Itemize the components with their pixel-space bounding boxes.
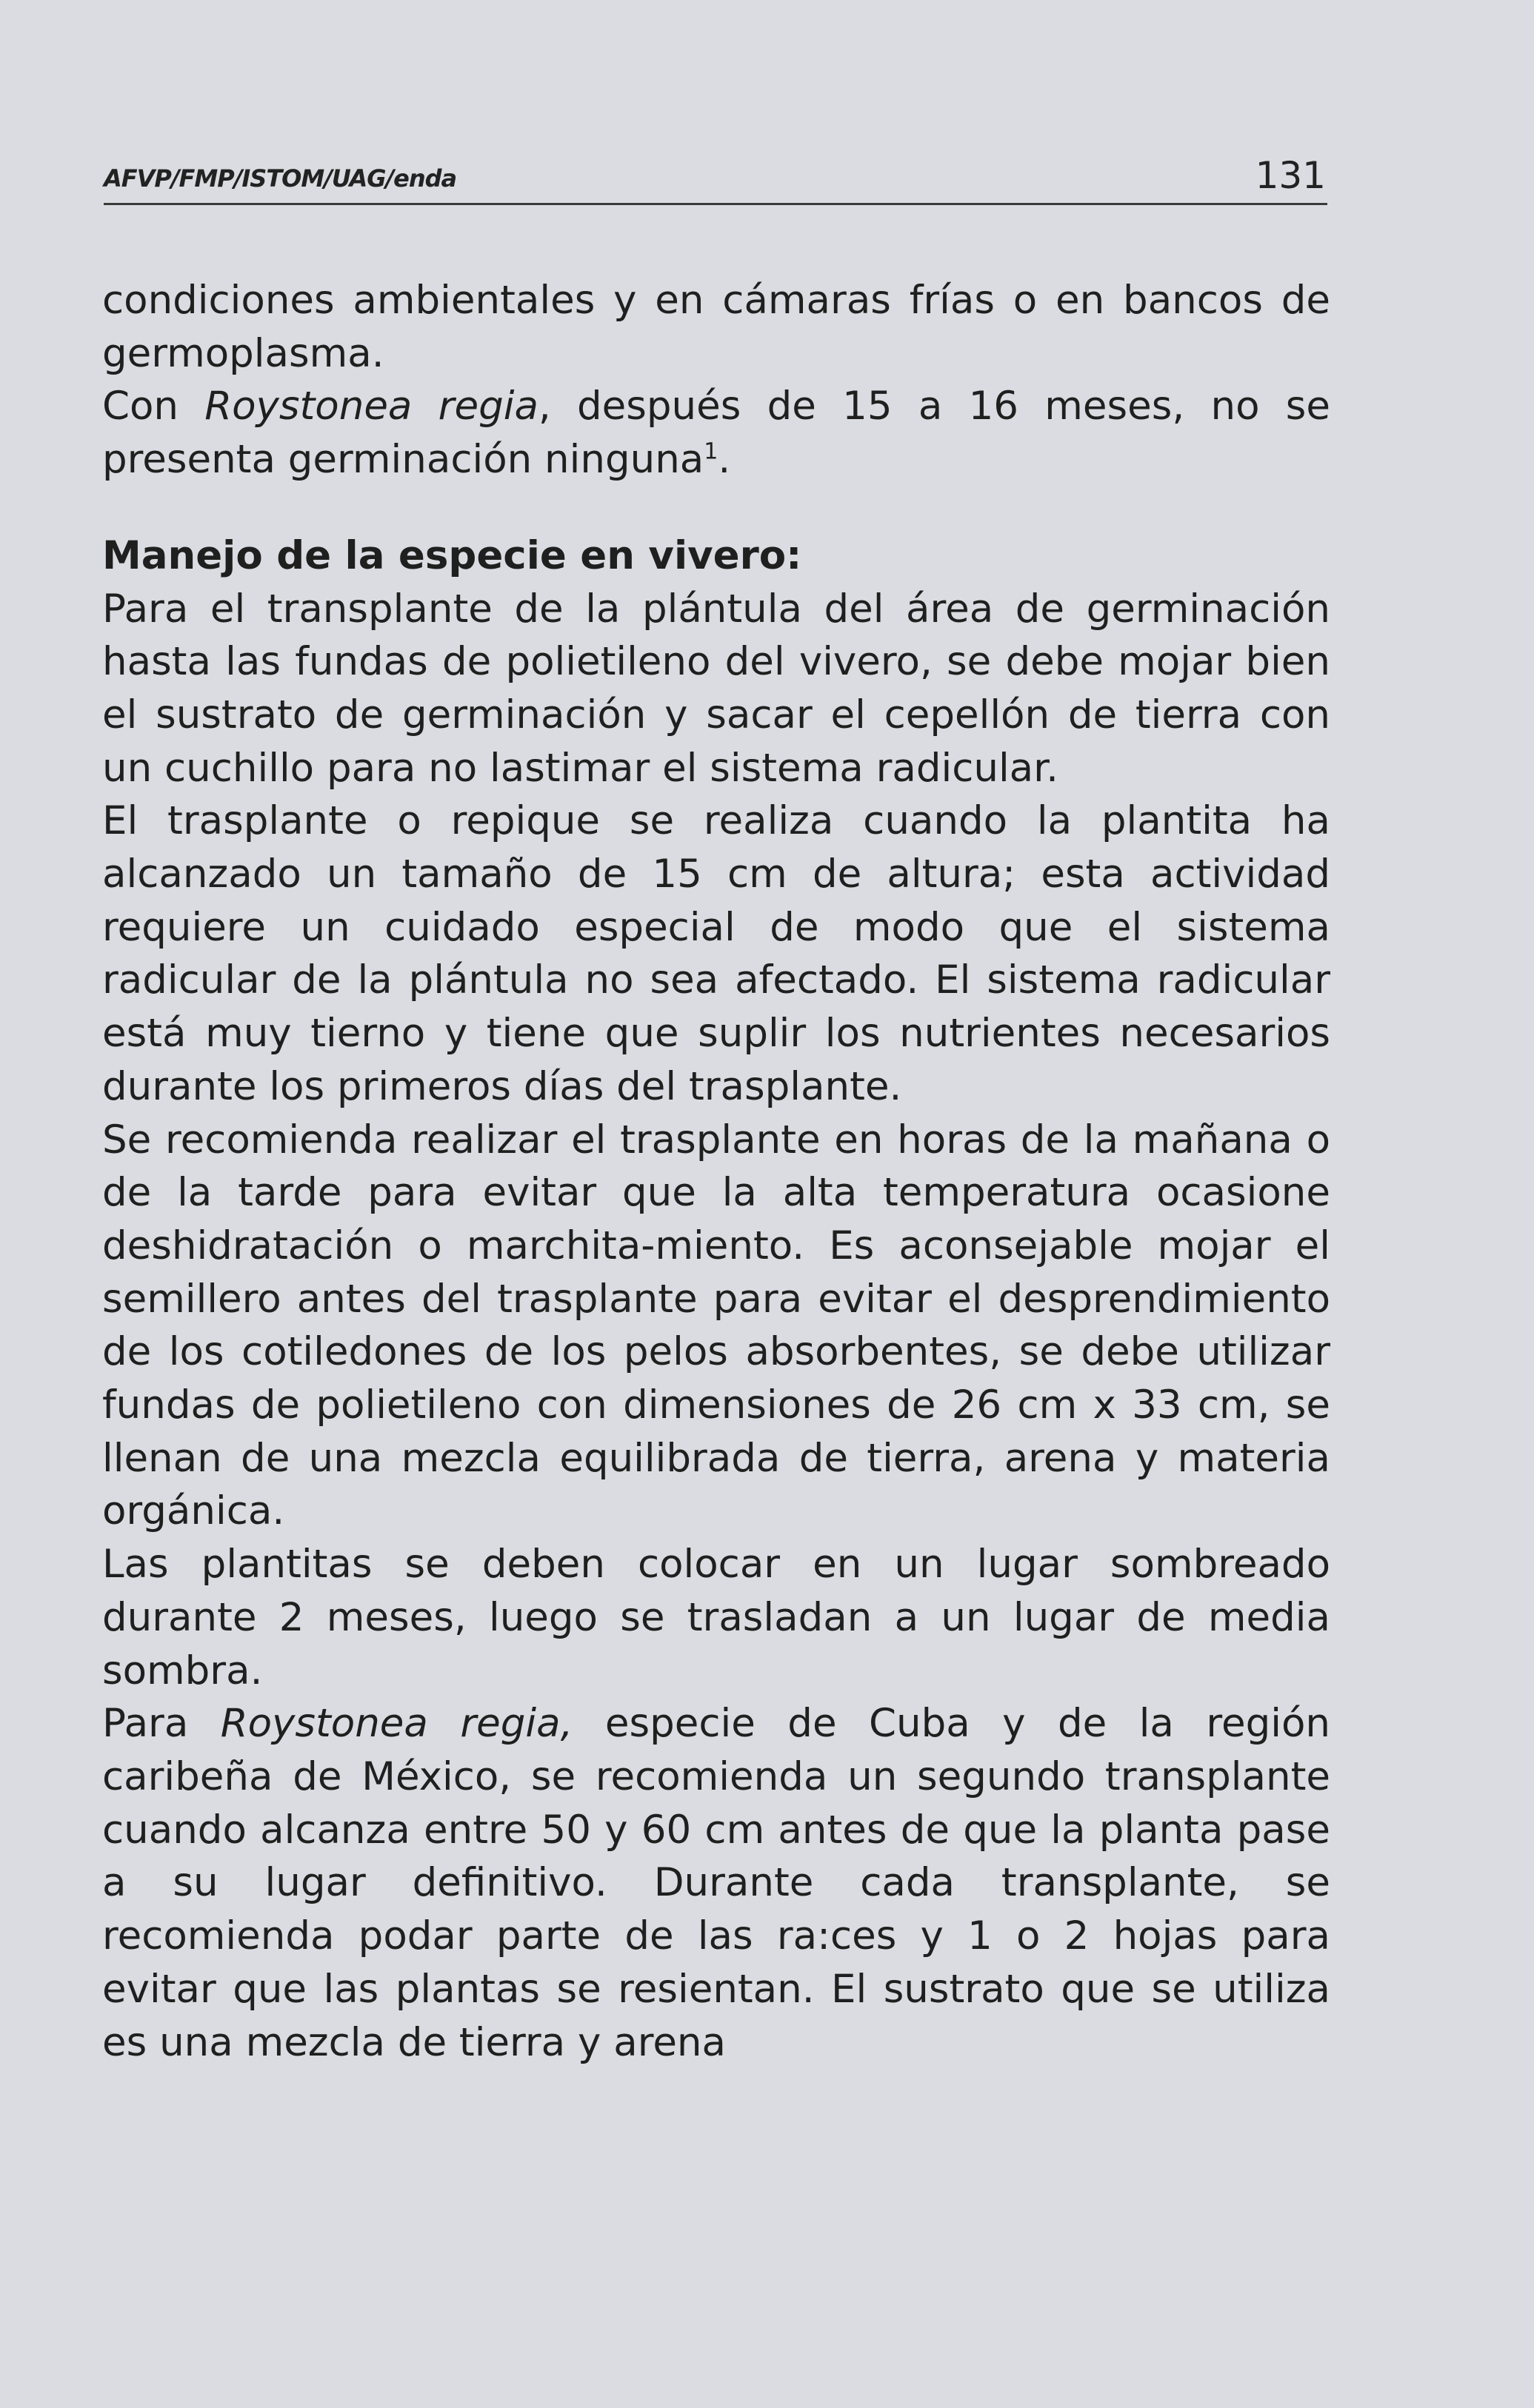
- section-heading: Manejo de la especie en vivero:: [102, 532, 802, 578]
- page-header: [104, 139, 1327, 205]
- text-fragment: , después de 15 a 16 meses, no se presenta germinación ninguna: [102, 384, 1330, 483]
- species-name: Roystonea regia: [204, 384, 538, 429]
- page-number: 131: [1255, 154, 1326, 197]
- paragraph-repique: El trasplante o repique se realiza cuando la plantita ha alcanzado un tamaño de 15 cm de altura; esta actividad requiere un cuidado especial de modo que el sistema radicular de la plántula no sea afectado. El sistema radicular está muy tierno y tiene que suplir los nutrientes necesarios durante los primeros días del trasplante.: [102, 798, 1330, 1109]
- paragraph-germplasm: condiciones ambientales y en cámaras frías o en bancos de germoplasma.: [102, 278, 1330, 376]
- paragraph-timing: Se recomienda realizar el trasplante en horas de la mañana o de la tarde para evitar que la alta temperatura ocasione deshidratación o marchita-miento. Es aconsejable mojar el semillero antes del trasplante para evitar el desprendimiento de los cotiledones de los pelos absorbentes, se debe utilizar fundas de polietileno con dimensiones de 26 cm x 33 cm, se llenan de una mezcla equilibrada de tierra, arena y materia orgánica.: [102, 1117, 1330, 1534]
- body-text: [102, 274, 1330, 2069]
- text-fragment: .: [718, 437, 731, 483]
- footnote-marker: 1: [704, 438, 718, 465]
- paragraph-roystonea-germination: [102, 380, 1330, 486]
- running-head: AFVP/FMP/ISTOM/UAG/enda: [104, 164, 457, 193]
- text-fragment: especie de Cuba y de la región caribeña de México, se recomienda un segundo transplante cuando alcanza entre 50 y 60 cm antes de que la planta pase a su lugar definitivo. Durante cada transplante, se recomienda podar parte de las ra:ces y 1 o 2 hojas para evitar que las plantas se resientan. El sustrato que se utiliza es una mezcla de tierra y arena: [102, 1701, 1330, 2065]
- paragraph-transplant-method: Para el transplante de la plántula del área de germinación hasta las fundas de polietileno del vivero, se debe mojar bien el sustrato de germinación y sacar el cepellón de tierra con un cuchillo para no lastimar el sistema radicular.: [102, 586, 1330, 791]
- text-fragment: Con: [102, 384, 205, 429]
- species-name: Roystonea regia,: [220, 1701, 573, 1747]
- paragraph-second-transplant: [102, 1697, 1330, 2069]
- text-fragment: Para: [102, 1701, 221, 1747]
- paragraph-shade: Las plantitas se deben colocar en un lugar sombreado durante 2 meses, luego se trasladan a un lugar de media sombra.: [102, 1542, 1330, 1693]
